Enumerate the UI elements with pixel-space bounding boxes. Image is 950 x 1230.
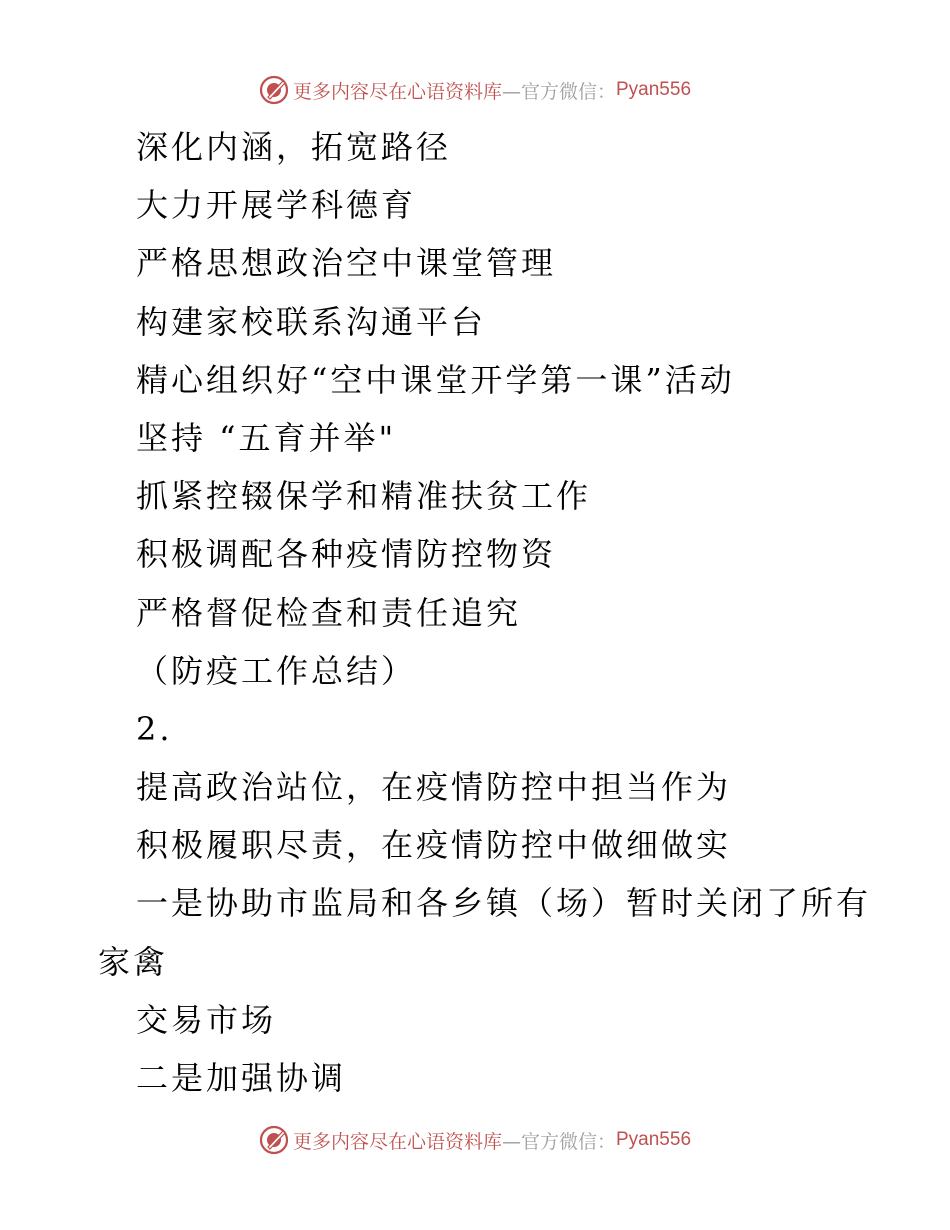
text-line: 大力开展学科德育 [136, 186, 417, 225]
text-line: 二是加强协调 [136, 1059, 347, 1097]
text-line: 提高政治站位，在疫情防控中担当作为 [136, 768, 732, 807]
document-body [98, 118, 878, 1107]
text-line: 严格思想政治空中课堂管理 [136, 244, 557, 283]
watermark-wechat-id: Pyan556 [616, 79, 692, 100]
text-line: 坚持 “五育并举" [136, 418, 397, 457]
watermark-wechat-id: Pyan556 [616, 1129, 692, 1150]
text-line: 深化内涵，拓宽路径 [136, 128, 452, 166]
pen-logo-icon [259, 1125, 289, 1155]
text-line: 一是协助市监局和各乡镇（场）暂时关闭了所有 [136, 884, 872, 923]
text-line-continuation: 家禽 [98, 942, 169, 981]
text-line: 2. [136, 709, 173, 748]
text-line: 精心组织好“空中课堂开学第一课”活动 [136, 360, 735, 399]
pen-logo-icon [259, 75, 289, 105]
footer-watermark [0, 1120, 950, 1160]
text-line: 交易市场 [136, 1000, 277, 1039]
watermark-main-text: 更多内容尽在心语资料库 [292, 80, 502, 103]
text-line: （防疫工作总结） [136, 651, 417, 690]
watermark-sub-text: —官方微信： [501, 1130, 616, 1153]
text-line: 积极调配各种疫情防控物资 [136, 535, 557, 574]
text-line: 抓紧控辍保学和精准扶贫工作 [136, 477, 592, 516]
text-line: 积极履职尽责，在疫情防控中做细做实 [136, 826, 732, 865]
text-line: 构建家校联系沟通平台 [136, 302, 487, 341]
text-line: 严格督促检查和责任追究 [136, 593, 522, 632]
watermark-sub-text: —官方微信： [501, 80, 616, 103]
header-watermark [0, 70, 950, 110]
watermark-main-text: 更多内容尽在心语资料库 [292, 1130, 502, 1153]
